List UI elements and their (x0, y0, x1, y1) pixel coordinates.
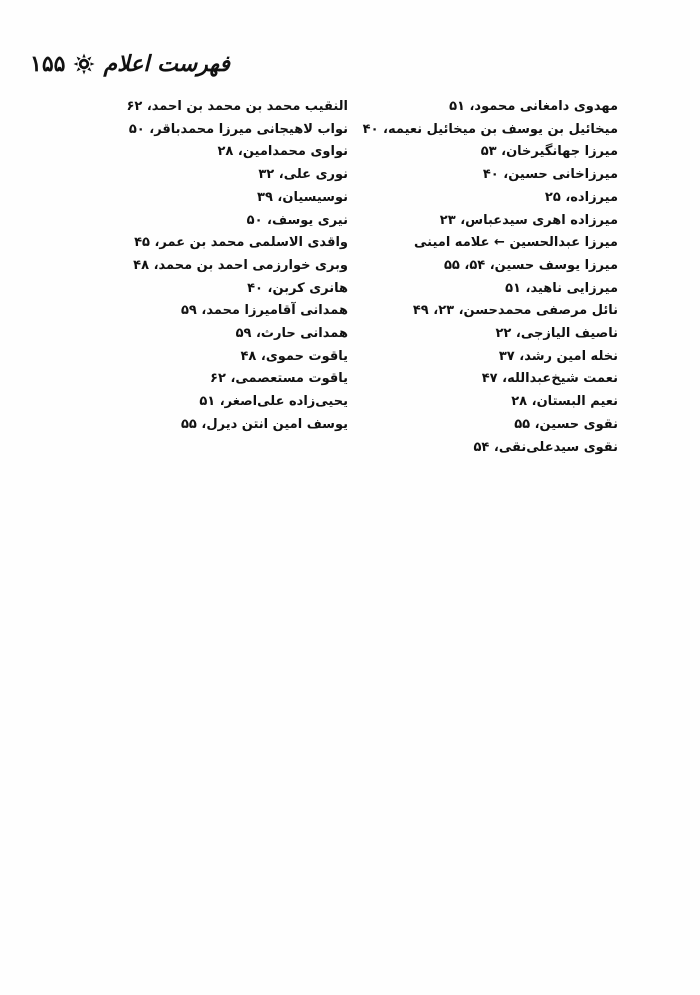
index-entry: نائل مرصفی محمدحسن، ۲۳، ۴۹ (412, 303, 618, 319)
index-entry: یاقوت حموی، ۴۸ (240, 348, 348, 364)
sun-ornament-icon (73, 53, 95, 75)
index-entry: نعیم البستان، ۲۸ (511, 394, 618, 410)
index-entry: وبری خوارزمی احمد بن محمد، ۴۸ (133, 257, 348, 273)
index-entry: یاقوت مستعصمی، ۶۲ (210, 371, 348, 387)
index-entry: یوسف امین انتن دیرل، ۵۵ (181, 416, 348, 432)
index-entry: النقیب محمد بن محمد بن احمد، ۶۲ (126, 99, 348, 114)
index-entry: میرزا یوسف حسین، ۵۴، ۵۵ (443, 257, 618, 273)
index-entry: میرزا جهانگیرخان، ۵۳ (480, 144, 618, 160)
index-column-left (28, 96, 348, 437)
index-entry: میرزا عبدالحسین ← علامه امینی (414, 235, 618, 251)
index-entry: نعمت شیخ‌عبدالله، ۴۷ (481, 371, 618, 387)
index-entry: هانری کربن، ۴۰ (247, 280, 348, 296)
index-entry: واقدی الاسلمی محمد بن عمر، ۴۵ (134, 235, 348, 251)
index-entry: میخائیل بن یوسف بن میخائیل نعیمه، ۴۰ (362, 121, 618, 137)
index-entry: میرزاده اهری سیدعباس، ۲۳ (439, 212, 618, 228)
index-entry: نخله امین رشد، ۳۷ (498, 348, 618, 364)
index-entry: همدانی حارث، ۵۹ (235, 326, 348, 342)
index-entry: نوری علی، ۳۲ (258, 167, 348, 183)
index-entry: میرزاده، ۲۵ (544, 189, 618, 205)
index-entry: میرزاخانی حسین، ۴۰ (482, 167, 618, 183)
page-header (30, 44, 230, 84)
index-entry: نواوی محمدامین، ۲۸ (217, 144, 348, 160)
header-title: فهرست اعلام (103, 51, 230, 77)
index-entry: نقوی سیدعلی‌نقی، ۵۴ (473, 439, 618, 455)
index-entry: نقوی حسین، ۵۵ (514, 416, 618, 432)
index-entry: همدانی آقامیرزا محمد، ۵۹ (181, 303, 348, 319)
page-number: ۱۵۵ (30, 51, 66, 77)
index-entry: مهدوی دامغانی محمود، ۵۱ (449, 99, 618, 114)
index-entry: میرزایی ناهید، ۵۱ (505, 280, 618, 296)
index-column-right (318, 96, 618, 459)
index-entry: نواب لاهیجانی میرزا محمدباقر، ۵۰ (128, 121, 348, 137)
index-entry: ناصیف الیازجی، ۲۲ (495, 326, 618, 342)
index-entry: یحیی‌زاده علی‌اصغر، ۵۱ (199, 394, 348, 410)
index-entry: نیری یوسف، ۵۰ (246, 212, 348, 228)
index-entry: نوسیسیان، ۳۹ (257, 189, 348, 205)
